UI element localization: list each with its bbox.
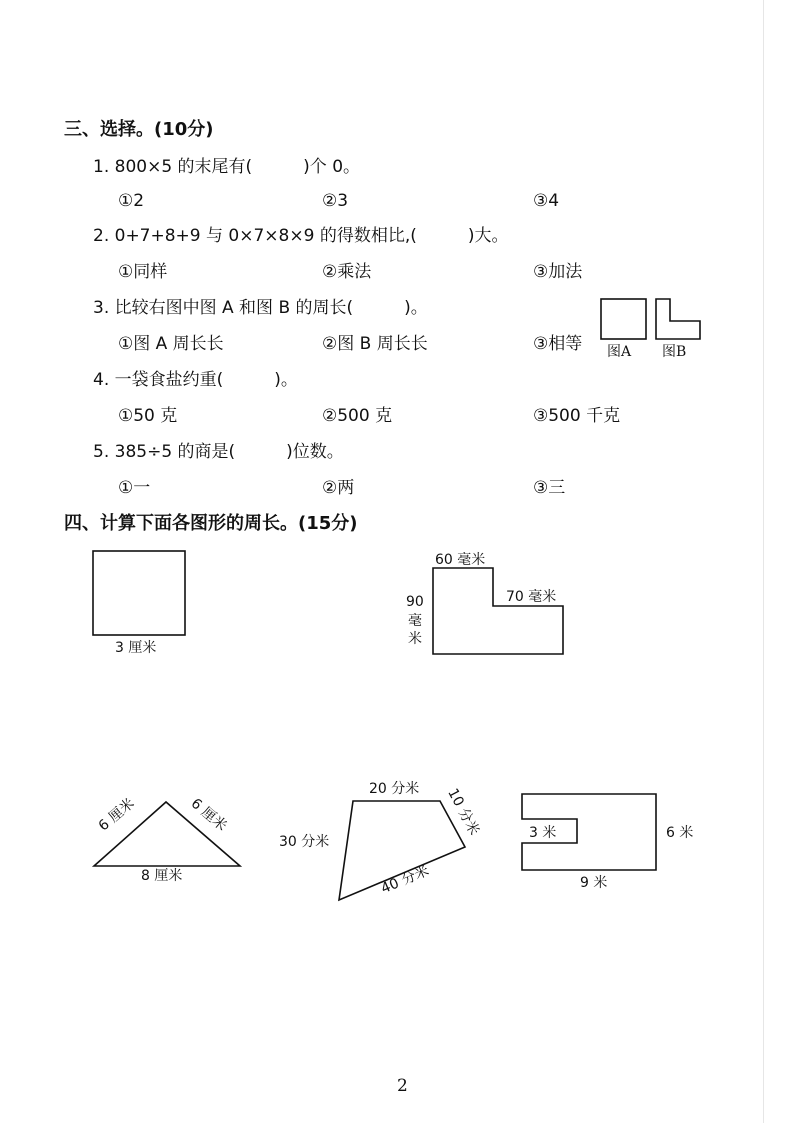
notched-rect-height-label: 6 米 xyxy=(666,825,694,841)
l-shape-figure xyxy=(432,567,566,657)
l-shape-top-label: 60 毫米 xyxy=(435,552,486,568)
square-figure xyxy=(92,550,188,638)
q1-option-1: ①2 xyxy=(118,191,145,211)
trapezoid-left-label: 30 分米 xyxy=(279,834,330,850)
figure-b-l-shape xyxy=(656,299,700,339)
q5-option-2: ②两 xyxy=(322,478,355,498)
q2-option-2: ②乘法 xyxy=(322,262,372,282)
figure-a-b xyxy=(600,298,704,342)
l-shape-step-label: 70 毫米 xyxy=(506,589,557,605)
q4-option-2: ②500 克 xyxy=(322,406,393,426)
q3-option-2: ②图 B 周长长 xyxy=(322,334,428,354)
q4-option-1: ①50 克 xyxy=(118,406,178,426)
question-4: 4. 一袋食盐约重( )。 xyxy=(93,370,298,390)
page-number: 2 xyxy=(397,1076,408,1096)
q1-option-3: ③4 xyxy=(533,191,560,211)
triangle-left-label: 6 厘米 xyxy=(95,795,138,835)
figure-a-caption: 图A xyxy=(607,344,632,360)
l-shape-height-number: 90 xyxy=(406,594,424,610)
q4-option-3: ③500 千克 xyxy=(533,406,621,426)
question-5: 5. 385÷5 的商是( )位数。 xyxy=(93,442,344,462)
notch-label: 3 米 xyxy=(529,825,557,841)
l-shape-outline xyxy=(433,568,563,654)
square-side-label: 3 厘米 xyxy=(115,640,157,656)
question-2: 2. 0+7+8+9 与 0×7×8×9 的得数相比,( )大。 xyxy=(93,226,509,246)
l-shape-height-unit-2: 米 xyxy=(408,631,422,647)
triangle-base-label: 8 厘米 xyxy=(141,868,183,884)
question-1: 1. 800×5 的末尾有( )个 0。 xyxy=(93,157,361,177)
triangle-right-label: 6 厘米 xyxy=(187,795,230,835)
l-shape-height-unit-1: 毫 xyxy=(408,613,422,629)
square-shape xyxy=(93,551,185,635)
q3-option-1: ①图 A 周长长 xyxy=(118,334,224,354)
q3-option-3: ③相等 xyxy=(533,334,583,354)
trapezoid-top-label: 20 分米 xyxy=(369,781,420,797)
q2-option-1: ①同样 xyxy=(118,262,168,282)
q5-option-1: ①一 xyxy=(118,478,151,498)
trapezoid-right-label: 10 分米 xyxy=(444,786,482,838)
figure-a-square xyxy=(601,299,646,339)
q1-option-2: ②3 xyxy=(322,191,349,211)
q2-option-3: ③加法 xyxy=(533,262,583,282)
notched-rect-width-label: 9 米 xyxy=(580,875,608,891)
figure-b-caption: 图B xyxy=(662,344,687,360)
q5-option-3: ③三 xyxy=(533,478,566,498)
question-3: 3. 比较右图中图 A 和图 B 的周长( )。 xyxy=(93,298,428,318)
page-edge xyxy=(763,0,764,1123)
section-3-heading: 三、选择。(10分) xyxy=(64,119,214,140)
trapezoid-bottom-label: 40 分米 xyxy=(378,862,432,898)
section-4-heading: 四、计算下面各图形的周长。(15分) xyxy=(64,513,358,534)
